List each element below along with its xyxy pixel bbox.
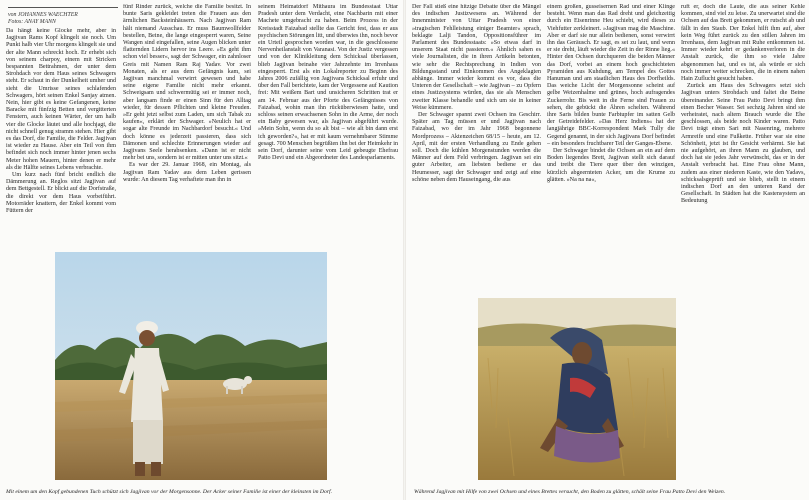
paragraph: Zurück am Haus des Schwagers setzt sich Jagjivan unters Strohdach und faltet die Beine übereinander. Seine Frau Patto Devi bringt ihm einen Becher Wasser. Sei sechzig Jahren sind sie verheiratet, nach altem Brauch wurde die Ehe geschlossen, als beide noch Kinder waren. Patto Devi trägt einen Sari mit Nasenring, mehrere Armreife und eine Fußkette. Früher war sie eine Schönheit, jetzt ist ihr Gesicht verhärmt. Sie hat nie aufgehört, an ihren Mann zu glauben, und doch hat sie jedes Jahr verwünscht, das er in der Anstalt verbracht hat. Eine Frau ohne Mann, zudem aus einer niederen Kaste, wie den Yadavs, schicksalsgeprüft und sie blieb, stellt in einem indischen Dorf an den unteren Rand der Gesellschaft. In Städten hat die Kastensystem an Bedeutung [681,83,805,205]
right-page [406,0,809,500]
article-column-1 [6,28,116,243]
article-column-4 [412,4,541,242]
photo-man-in-field-image [55,252,327,480]
photo-woman-harvesting [478,298,676,480]
left-photo-caption: Mit einem um den Kopf gebundenen Tuch schützt sich Jagjivan vor der Morgensonne. Der Acker seiner Familie ist einer der kleinsten im Dorf. [6,489,333,495]
paragraph: einem großen, gusseisernen Rad und einer Klinge besteht. Wenn man das Rad dreht und gleichzeitig durch ein Eisenrinne Heu schiebt, wird dieses zu Viehfutter zerkleinert. »Jagjivan mag die Maschine. Aber er darf sie nur allein bedienen, sonst verwirrt ihn das Geräusch. Er sagt, es sei zu laut, und wenn er sie dreht, läuft wieder die Zeit in der Rinne lieg.« Hinter den Ochsen durchqueren die beiden Männer das Dorf, vorbei an einem hoch geschichteten Pyramiden aus Kuhdung, am Tempel des Gottes Hanuman und am staatlichen Haus des Dorfheilds. Das weiche Licht der Morgensonne scheint auf gelbe Weizenhalme und grünes, hoch aufragendes Zuckerrohr. Bis weit in die Ferne sind Frauen zu sehen, die gebückt die Ähren schelten. Während ihre Saris bilden bunte Farbtupfer im satten Gelb der Getreidefelder. »Das Herz Indiens« hat der langjährige BBC-Korrespondent Mark Tully die Gegend genannt, in der sich Jagjivans Dorf befindet – ein besonders fruchtbarer Teil der Ganges-Ebene. [547,4,675,147]
byline [8,5,118,26]
paragraph: fünf Rinder zurück, welche die Familie besitzt. In bunte Saris gekleidet treten die Frauen aus den ärmlichen Backsteinhäusern. Nach Jagjivan Ram hält niemand Ausschau. Er muss Baumwollfelder bestellen, Beine, die lange eingesperrt waren, Seine Wangen sind eingefallen, seine Augen blicken unter flatternden Lidern hervor ins Leere. »Es geht ihm schon viel besser«, sagt der Schwager, ein zahnloser Greis mit Namen Ram Raj Yadav. Vor zwei Monaten, als er aus dem Gefängnis kam, sei Jagjivan manchmal verwirrt gewesen und habe seine eigene Familie nicht mehr erkannt. Schweigsam und schwermütig sei er immer noch, aber langsam finde er einen Sinn für den Alltag wieder, für dessen Pflichten und kleine Freuden. »Er geht jetzt selbst zum Laden, um sich Tabak zu kaufen«, erklärt der Schwager. »Neulich hat er sogar alte Freunde im Nachbardorf besucht.« Und doch könne es jederzeit passieren, dass sich Dämonen und schlechte Erinnerungen wieder auf Jagjivans Seele herabsenken. »Dann ist er nicht mehr bei uns, sondern ist er mitten unter uns sitzt.« [123,4,251,162]
left-page [0,0,403,500]
byline-rule [8,7,118,8]
article-column-6 [681,4,805,484]
paragraph: Es war der 29. Januar 1968, ein Montag, als Jagjivan Ram Yadav aus dem Leben gerissen wurde: An diesem Tag verhaftete man ihn in [123,162,251,183]
byline-author: von JOHANNES WAECHTER [8,11,78,18]
article-column-2 [123,4,251,242]
paragraph: Der Schwager bindet die Ochsen an ein auf dem Boden liegendes Brett, Jagjivan stellt sich darauf und treibt die Tiere quer über den winzigen, kürzlich abgeernteten Acker, um die Krume zu glätten. »Na na na«, [547,148,675,183]
article-column-5 [547,4,675,242]
paragraph: Um kurz nach fünf bricht endlich die Dämmerung an. Reglos sitzt Jagjivan auf dem Bettgestell. Er blickt auf die Dorfstraße, die direkt vor dem Haus vorbeiführt. Motorräder knattern, der Enkel kommt vom Füttern der [6,172,116,215]
photo-woman-harvesting-image [478,298,676,480]
paragraph: seinem Heimatdorf Mithaura im Bundesstaat Uttar Pradesh unter dem Verdacht, eine Nachbarin mit einer Machete umgebracht zu haben. Beim Prozess in der Kreisstadt Faizabad stellte das Gericht fest, dass er aus psychischen Störungen litt, und überwies ihn, noch bevor ein Urteil gesprochen worden war, in die geschlossene Nervenheilanstalt von Varanasi. Von der Justiz vergessen und von der Klinikleitung dem Schicksal überlassen, blieb Jagjivan beinahe vier Jahrzehnte im Irrenhaus eingesperrt. Erst als ein Lokalreporter zu Beginn des Jahres 2006 zufällig von Jagjivans Schicksal erfuhr und über den Fall berichtete, kam der Vergessene auf Kaution frei: Mit weißem Bart und unsicheren Schritten trat er am 14. Februar aus der Pforte des Gefängnisses von Faizabad, wohin man ihn rücküberwiesen hatte, und schloss seinen erwachsenen Sohn in die Arme, der noch ein Baby gewesen war, als Jagjivan abgeführt wurde. »Mein Sohn, wenn du so alt bist – wie alt bin dann erst ich geworden?«, hat er mit kaum vernehmbarer Stimme gesagt. 700 Menschen begrüßten ihn bei der Heimkehr in sein Dorf, darunter seine vom Leid gebeugte Ehefrau Patto Devi und ein Abgeordneter des Landesparlaments. [258,4,398,162]
paragraph: Der Schwager spannt zwei Ochsen ins Geschirr. Später am Tag müssen er und Jagjivan nach Faizabad, wo der im Jahr 1968 begonnene Mordprozess – Aktenzeichen 68/15 – heute, am 12. April, mit der ersten Verhandlung zu Ende gehen soll. Doch die kühlen Morgenstunden werden die Männer auf dem Feld verbringen. Jagjivan sei ein guter Arbeiter, am liebsten bediene er das Heumesser, sagt der Schwager und zeigt auf eine schöne neben dem Hauseingang, die aus [412,112,541,183]
byline-photos: Fotos: ANAY MANN [8,18,56,25]
paragraph: Da hängt keine Glocke mehr, aber in Jagjivan Rams Kopf klingelt sie noch. Um Punkt halb vier Uhr morgens klingelt sie und der alte Mann schreckt hoch. Er erhebt sich von seinem charpoy, einem mit Stricken bespannten Bettrahmen, der unter dem Strohdach vor dem Haus seines Schwagers steht. Er schaut in der Dunkelheit umher und sieht die Umrisse seines schlafenden Schwagers, hört seinen Enkel Sanjay atmen. Nein, hier gibt es keine Gefangenen, keine Baracke mit fünfzig Betten und vergitterten Fenstern, auch keinen Wärter, der um halb vier die Glocke läutet und alle hochjagt, die nicht schnell genug stramm stehen. Hier gibt es das Dorf, die Familie, die Felder. Jagjivan ist wieder zu Hause. Aber ein Teil von ihm befindet sich noch immer hinter jenen sechs Meter hohen Mauern, hinter denen er mehr als die Hälfte seines Lebens verbrachte. [6,28,116,171]
right-photo-caption: Während Jagjivan mit Hilfe von zwei Ochsen und eines Brettes versucht, den Boden zu glätten, schält seine Frau Patto Devi den Weizen. [414,489,726,495]
article-column-3 [258,4,398,242]
paragraph: ruft er, doch die Laute, die aus seiner Kehle kommen, sind viel zu leise. Zu unerwartet sind die Ochsen auf das Brett gekommen, er rutscht ab und fällt in den Staub. Der Enkel hilft ihm auf, aber kein Weg führt zurück zu den stillen Jahren im Irrenhaus, dem Jagjivan mit Ruhe entkommen ist. Immer wieder kehrt er gedankenverloren in die Anstalt zurück, die ihm so viele Jahre abgenommen hat, und es ist, als würde er sich noch immer weiter schrecken, die in einem nahen Hain Zuflucht gesucht haben. [681,4,805,83]
paragraph: Der Fall stieß eine hitzige Debatte über die Mängel des indischen Justizwesens an. Während der Innenminister von Uttar Pradesh von einer »tragischen Fehlleistung einiger Beamter« sprach, beklagte Lalji Tandon, Oppositionsführer im Parlament des Bundesstaats: »So etwas darf in unserem Staat nicht passieren.« Ähnlich sahen es viele Journalisten, die in ihren Artikeln betonten, wie sehr die Rechtsprechung in Indien von Bildungsstand und Einkommen des Angeklagten abhänge. Immer wieder kommt es vor, dass die Unteren der Gesellschaft – wie Jagjivan – zu Opfern eines Justizsystems würden, das sie als Menschen zweiter Klasse behandle und sich um sie in keiner Weise kümmere. [412,4,541,111]
photo-man-in-field [55,252,327,480]
